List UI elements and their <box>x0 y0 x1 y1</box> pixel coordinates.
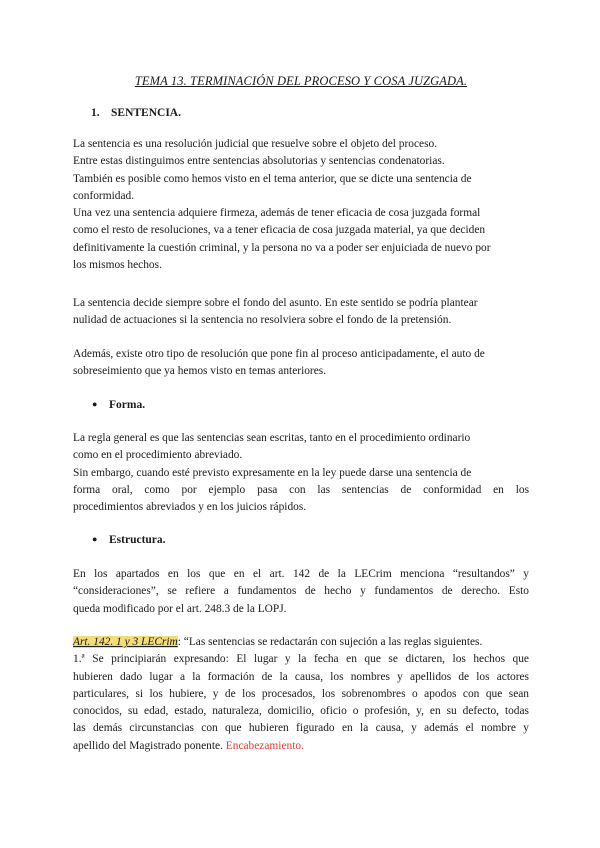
text-line: sobreseimiento que ya hemos visto en temas anteriores. <box>73 365 327 378</box>
text-line: La sentencia decide siempre sobre el fondo del asunto. En este sentido se podría plantear <box>73 297 478 309</box>
bullet-label: Forma. <box>109 399 146 411</box>
text-line: como el resto de resoluciones, va a tener eficacia de cosa juzgada material, ya que deciden <box>73 224 486 237</box>
text-line: particulares, si los hubiere, y de los procesados, los sobrenombres o apodos con que sean <box>73 687 529 700</box>
text-line: Además, existe otro tipo de resolución que pone fin al proceso anticipadamente, el auto de <box>73 348 485 360</box>
text-line: Entre estas distinguimos entre sentencias absolutorias y sentencias condenatorias. <box>73 155 445 168</box>
text-line: conocidos, su edad, estado, naturaleza, domicilio, oficio o profesión, y, en su defecto, todas <box>73 705 529 718</box>
text-line: Sin embargo, cuando esté previsto expresamente en la ley puede darse una sentencia de <box>73 466 472 479</box>
text-line: 1.ª Se principiarán expresando: El lugar y la fecha en que se dictaren, los hechos que <box>73 653 529 666</box>
text-line <box>73 634 529 651</box>
section-heading-sentencia <box>91 107 181 119</box>
paragraph-art-142 <box>73 634 529 755</box>
bullet-heading-estructura <box>92 534 166 546</box>
bullet-label: Estructura. <box>109 534 166 546</box>
text-line: nulidad de actuaciones si la sentencia no resolviera sobre el fondo de la pretensión. <box>73 314 452 327</box>
section-number: 1. <box>91 107 100 119</box>
annotation-encabezamiento: Encabezamiento. <box>225 739 304 752</box>
paragraph-sobreseimiento <box>73 346 529 381</box>
text-line: En los apartados en los que en el art. 142 de la LECrim menciona “resultandos” y <box>73 568 529 580</box>
text-line: como en el procedimiento abreviado. <box>73 449 243 462</box>
text-line: forma oral, como por ejemplo pasa con las sentencias de conformidad en los <box>73 483 529 496</box>
text-line: conformidad. <box>73 189 135 202</box>
text-line: procedimientos abreviados y en los juicios rápidos. <box>73 501 307 514</box>
text-line: Una vez una sentencia adquiere firmeza, además de tener eficacia de cosa juzgada formal <box>73 207 481 220</box>
paragraph-forma <box>73 430 529 516</box>
bullet-icon: ● <box>92 534 98 544</box>
text-line: La regla general es que las sentencias sean escritas, tanto en el procedimiento ordinario <box>73 432 471 444</box>
bullet-icon: ● <box>92 399 98 409</box>
paragraph-estructura <box>73 566 529 618</box>
paragraph-fondo-asunto <box>73 295 529 330</box>
text-line <box>73 738 529 755</box>
text-line: También es posible como hemos visto en el tema anterior, que se dicte una sentencia de <box>73 172 472 185</box>
section-heading-label: SENTENCIA. <box>111 107 181 119</box>
article-intro: : “Las sentencias se redactarán con sujeción a las reglas siguientes. <box>177 636 483 648</box>
text-segment: apellido del Magistrado ponente. <box>73 739 226 752</box>
bullet-heading-forma <box>92 399 145 411</box>
text-line: “consideraciones”, se refiere a fundamentos de hecho y fundamentos de derecho. Esto <box>73 585 529 598</box>
article-reference-highlight: Art. 142. 1 y 3 LECrim <box>73 636 178 648</box>
text-line: La sentencia es una resolución judicial que resuelve sobre el objeto del proceso. <box>73 138 438 150</box>
text-line: queda modificado por el art. 248.3 de la LOPJ. <box>73 602 287 615</box>
text-line: hubieren dado lugar a la formación de la causa, los nombres y apellidos de los actores <box>73 670 529 683</box>
text-line: definitivamente la cuestión criminal, y la persona no va a poder ser enjuiciada de nuevo por <box>73 241 491 254</box>
text-line: los mismos hechos. <box>73 259 162 272</box>
page-title: TEMA 13. TERMINACIÓN DEL PROCESO Y COSA JUZGADA. <box>134 74 468 88</box>
text-line: las demás circunstancias con que hubieren figurado en la causa, y además el nombre y <box>73 722 529 735</box>
paragraph-definicion <box>73 136 529 274</box>
